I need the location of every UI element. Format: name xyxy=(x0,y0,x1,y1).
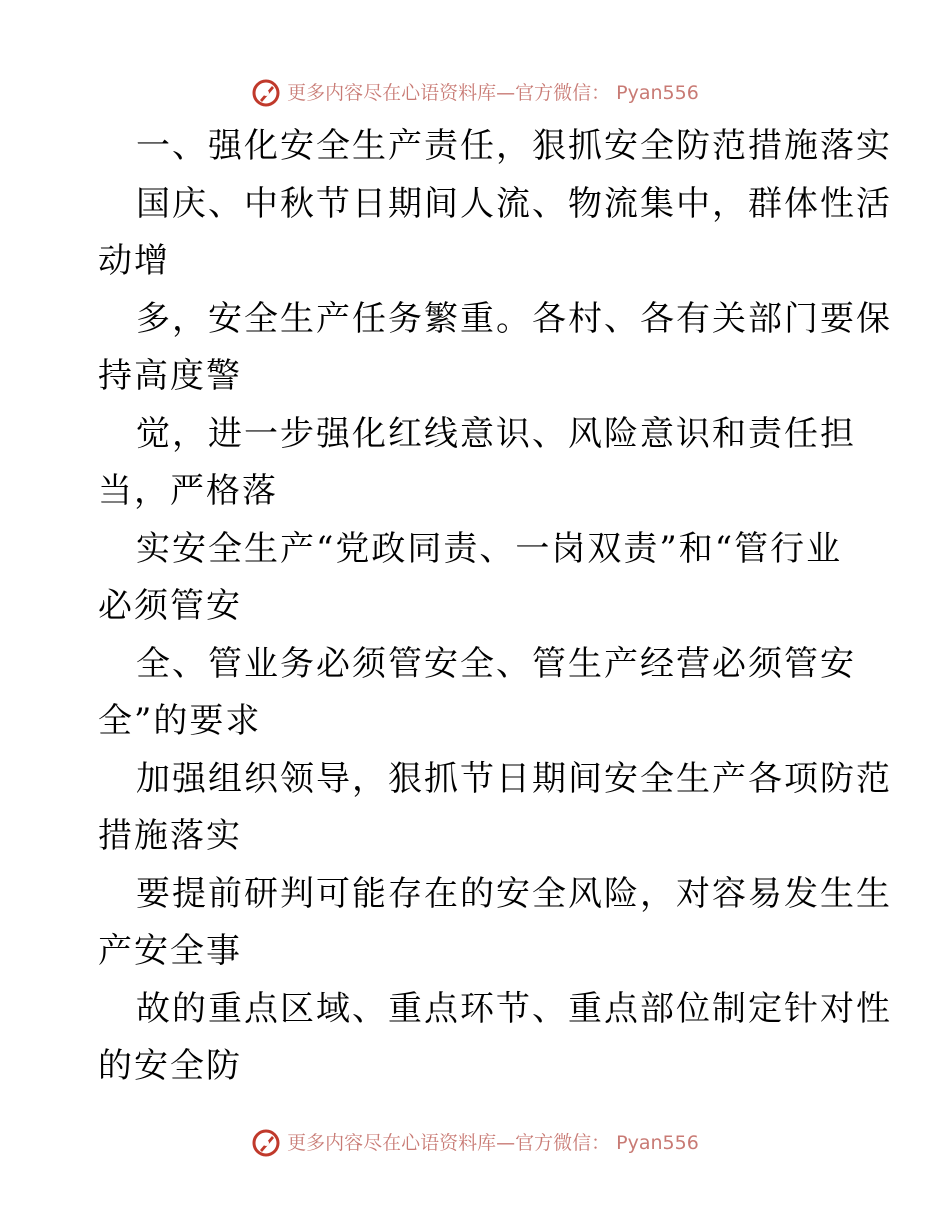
body-line: 全、管业务必须管安全、管生产经营必须管安 xyxy=(136,643,856,684)
body-line: 要提前研判可能存在的安全风险，对容易发生生 xyxy=(136,873,892,914)
body-line: 故的重点区域、重点环节、重点部位制定针对性 xyxy=(136,988,892,1029)
body-line: 国庆、中秋节日期间人流、物流集中，群体性活 xyxy=(136,183,892,224)
body-line: 持高度警 xyxy=(98,356,242,396)
body-line: 觉，进一步强化红线意识、风险意识和责任担 xyxy=(136,413,856,454)
header-banner-text: 更多内容尽在心语资料库—官方微信： xyxy=(287,82,611,104)
body-line: 一、强化安全生产责任，狠抓安全防范措施落实 xyxy=(136,126,892,166)
body-line: 实安全生产“党政同责、一岗双责”和“管行业 xyxy=(136,528,843,569)
document-body xyxy=(98,118,892,1096)
body-line: 加强组织领导，狠抓节日期间安全生产各项防范 xyxy=(136,758,892,799)
footer-banner-text: 更多内容尽在心语资料库—官方微信： xyxy=(287,1132,611,1154)
body-line: 当，严格落 xyxy=(98,471,278,511)
header-wechat-id: Pyan556 xyxy=(616,82,699,104)
body-line: 必须管安 xyxy=(98,586,242,626)
body-line: 产安全事 xyxy=(98,931,242,971)
header-banner xyxy=(0,78,950,108)
pen-logo-icon xyxy=(251,78,281,108)
footer-wechat-id: Pyan556 xyxy=(616,1132,699,1154)
pen-logo-icon xyxy=(251,1128,281,1158)
body-line: 动增 xyxy=(98,241,170,281)
body-line: 多，安全生产任务繁重。各村、各有关部门要保 xyxy=(136,298,892,339)
footer-banner xyxy=(0,1128,950,1158)
body-line: 全”的要求 xyxy=(98,701,262,741)
body-line: 措施落实 xyxy=(98,816,242,856)
body-line: 的安全防 xyxy=(98,1046,242,1086)
